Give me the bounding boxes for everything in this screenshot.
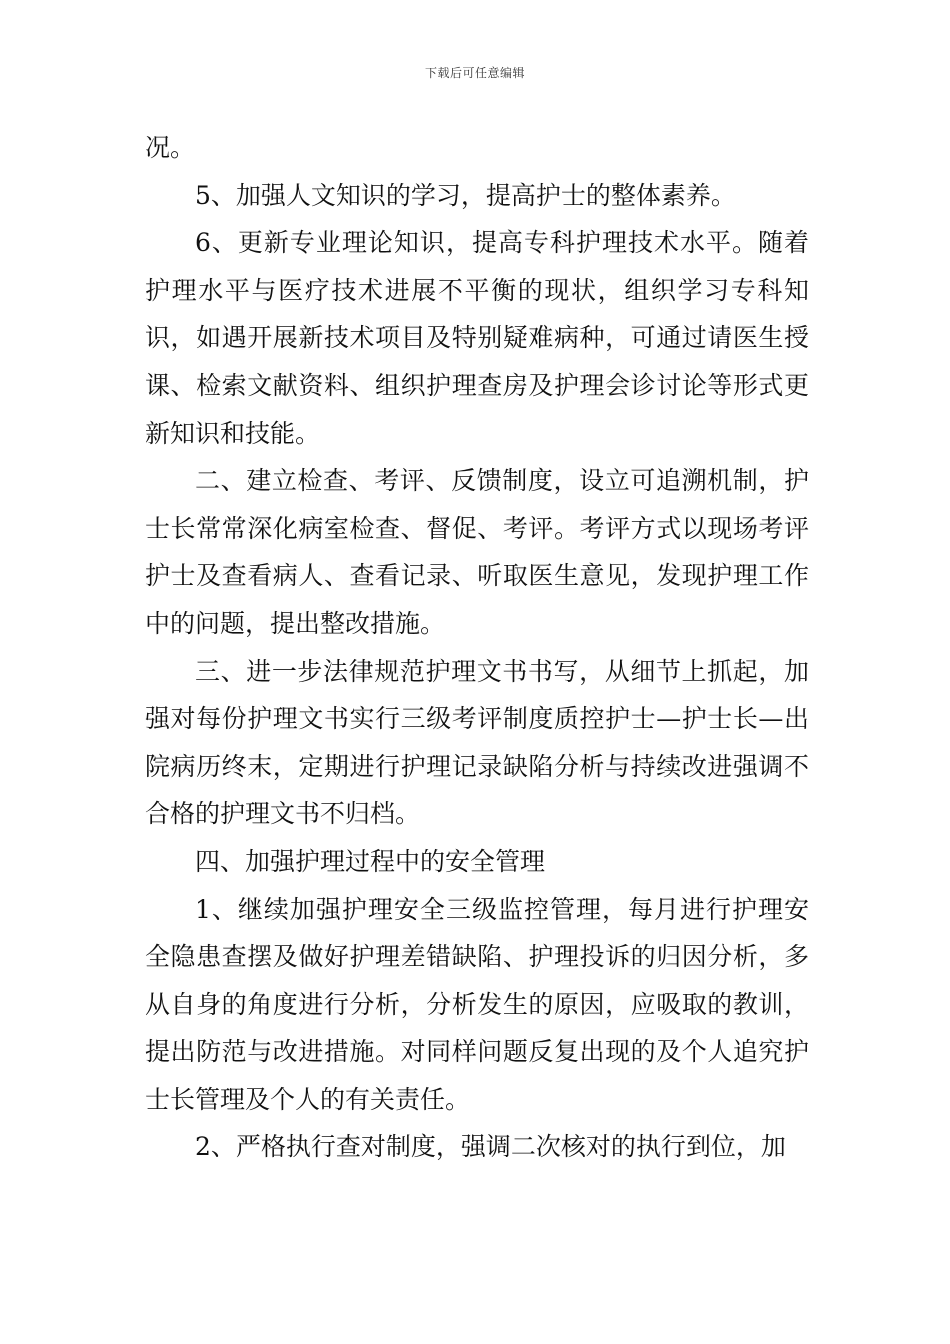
document-body	[145, 124, 809, 1171]
paragraph: 5、加强人文知识的学习，提高护士的整体素养。	[195, 180, 736, 210]
paragraph: 三、进一步法律规范护理文书书写，从细节上抓起，加强对每份护理文书实行三级考评制度质控护士—护士长—出院病历终末，定期进行护理记录缺陷分析与持续改进强调不合格的护理文书不归档。	[145, 656, 809, 829]
section-heading: 四、加强护理过程中的安全管理	[195, 846, 546, 876]
paragraph: 1、继续加强护理安全三级监控管理，每月进行护理安全隐患查摆及做好护理差错缺陷、护理投诉的归因分析，多从自身的角度进行分析，分析发生的原因，应吸取的教训，提出防范与改进措施。对同样问题反复出现的及个人追究护士长管理及个人的有关责任。	[145, 894, 809, 1114]
page-header-watermark: 下载后可任意编辑	[424, 66, 525, 80]
paragraph: 2、严格执行查对制度，强调二次核对的执行到位，加	[195, 1132, 786, 1162]
paragraph: 二、建立检查、考评、反馈制度，设立可追溯机制，护士长常常深化病室检查、督促、考评。考评方式以现场考评护士及查看病人、查看记录、听取医生意见，发现护理工作中的问题，提出整改措施。	[145, 466, 809, 638]
paragraph: 况。	[145, 133, 196, 162]
paragraph: 6、更新专业理论知识，提高专科护理技术水平。随着护理水平与医疗技术进展不平衡的现状，组织学习专科知识，如遇开展新技术项目及特别疑难病种，可通过请医生授课、检索文献资料、组织护理查房及护理会诊讨论等形式更新知识和技能。	[145, 228, 809, 448]
